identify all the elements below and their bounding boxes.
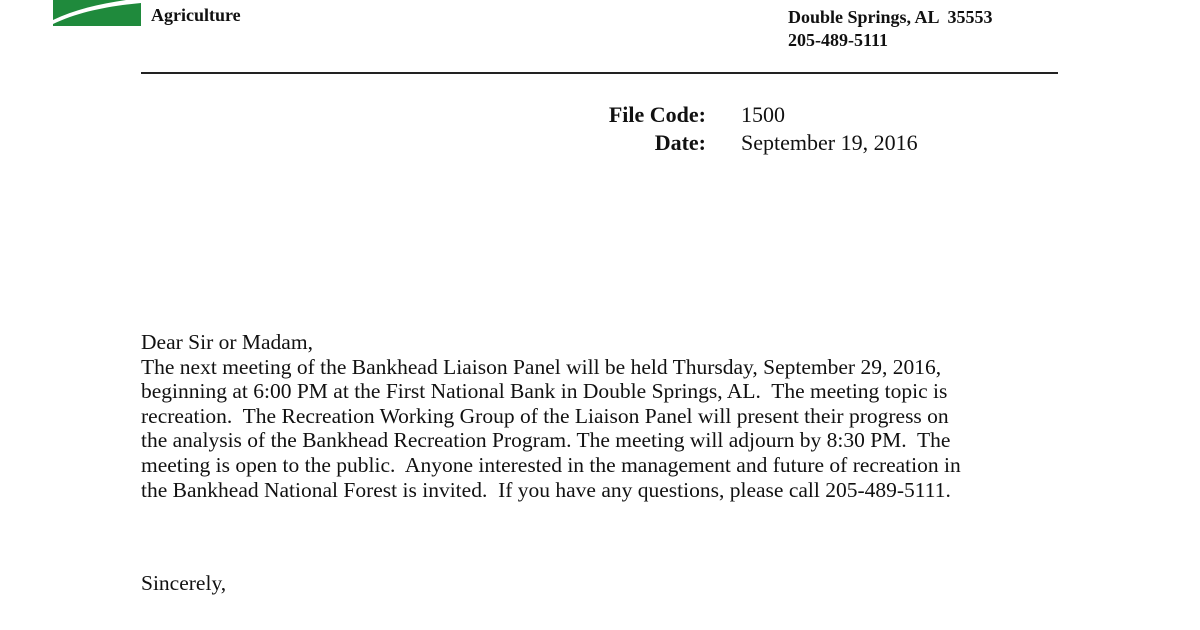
- phone-line: 205-489-5111: [788, 30, 889, 50]
- body-line: the Bankhead National Forest is invited. If you have any questions, please call 205-489-5111.: [141, 477, 951, 502]
- date-value: September 19, 2016: [741, 130, 918, 155]
- body-line: recreation. The Recreation Working Group of the Liaison Panel will present their progress on: [141, 403, 949, 428]
- body-line: meeting is open to the public. Anyone interested in the management and future of recreation in: [141, 452, 961, 477]
- usda-logo-icon: [53, 0, 141, 26]
- agency-line: Agriculture: [151, 5, 241, 25]
- date-label: Date:: [654, 130, 706, 155]
- meta-labels: [560, 101, 706, 157]
- letter-body: [141, 330, 1061, 502]
- office-address: [788, 6, 993, 52]
- closing: Sincerely,: [141, 571, 227, 595]
- address-line: Double Springs, AL 35553: [788, 7, 993, 27]
- usda-logo-swoosh: [53, 0, 141, 26]
- body-line: The next meeting of the Bankhead Liaison Panel will be held Thursday, September 29, 2016,: [141, 354, 942, 379]
- salutation: Dear Sir or Madam,: [141, 330, 313, 354]
- meta-values: [741, 101, 918, 157]
- body-line: the analysis of the Bankhead Recreation Program. The meeting will adjourn by 8:30 PM. The: [141, 428, 951, 453]
- file-code-label: File Code:: [608, 102, 706, 127]
- file-code-value: 1500: [741, 102, 785, 127]
- body-line: beginning at 6:00 PM at the First National Bank in Double Springs, AL. The meeting topic is: [141, 379, 948, 404]
- header-divider: [141, 72, 1058, 74]
